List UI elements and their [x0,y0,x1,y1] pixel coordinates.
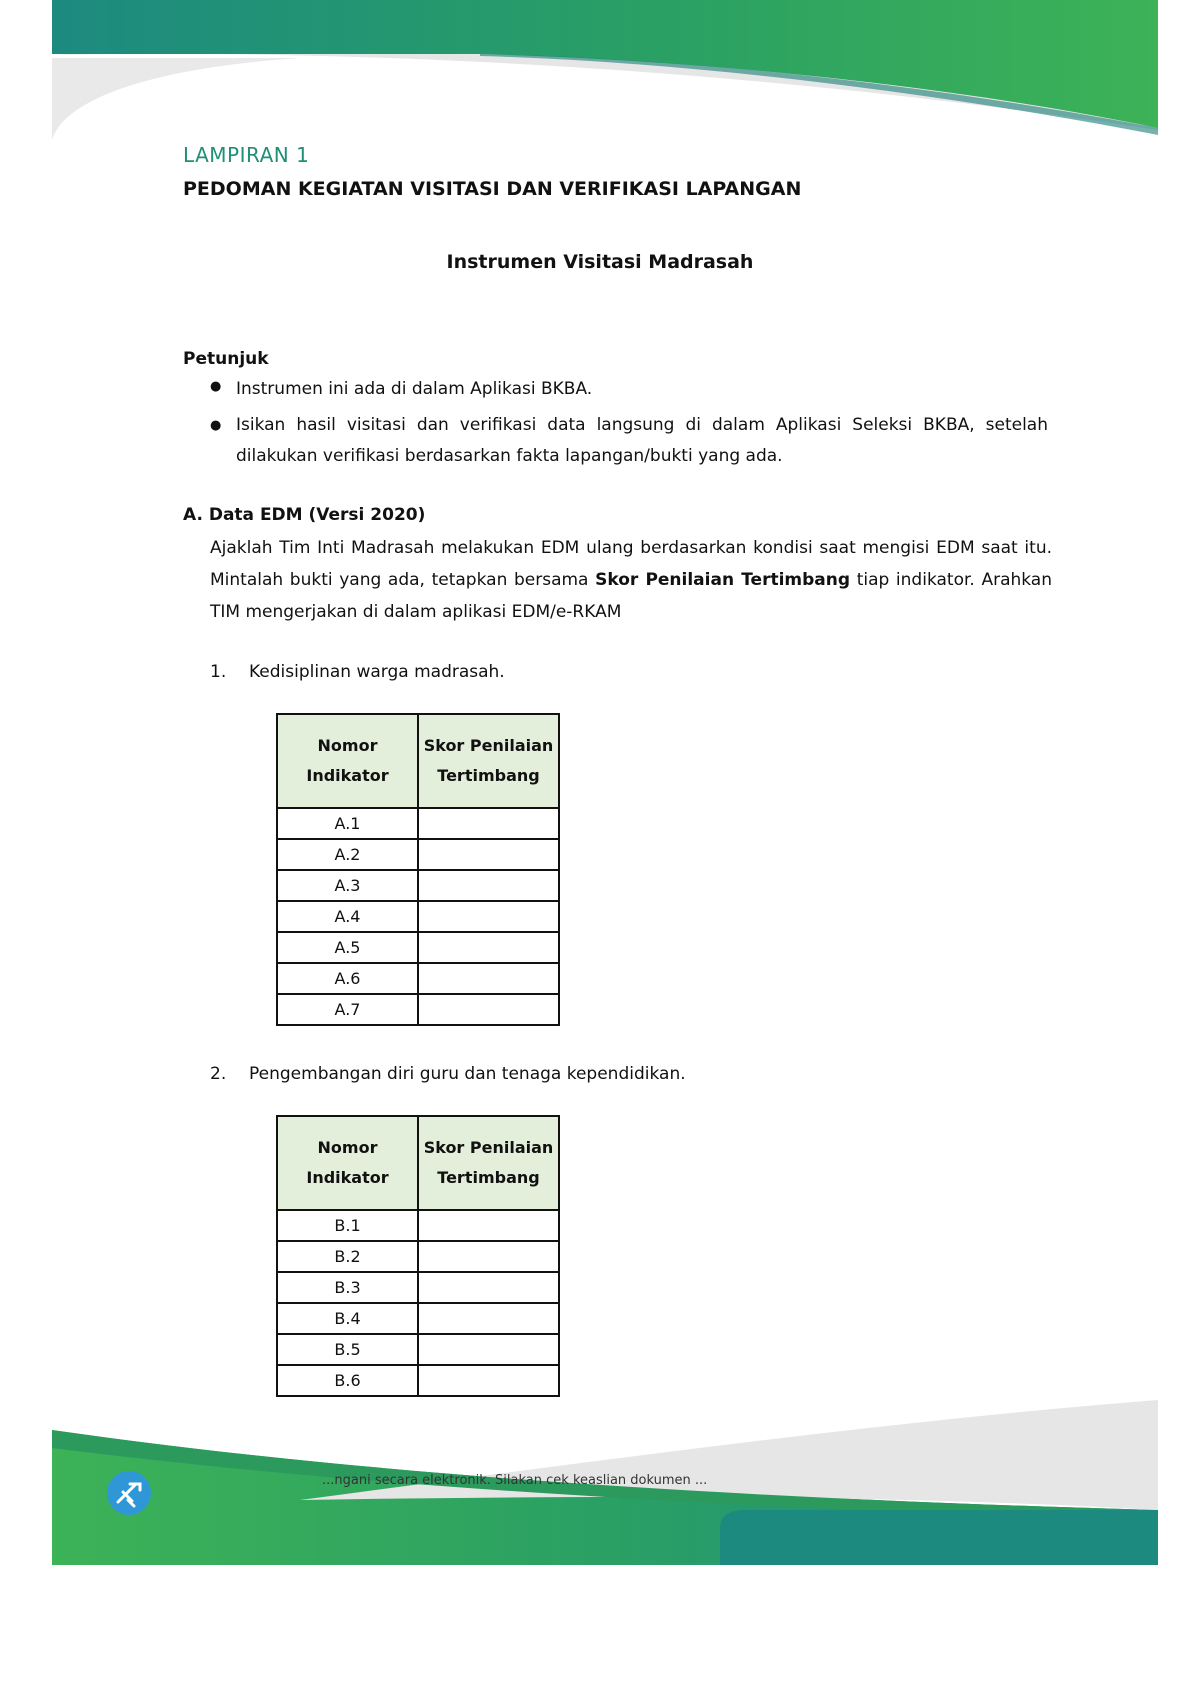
score-cell[interactable] [418,839,559,870]
score-cell[interactable] [418,1210,559,1241]
score-table [276,713,560,1026]
table-header-row [277,714,559,808]
table-row [277,1365,559,1396]
score-cell[interactable] [418,1272,559,1303]
instruction-text: ● Instrumen ini ada di dalam Aplikasi BKBA. [236,379,593,399]
table-row [277,963,559,994]
header-wave-decoration [0,0,1200,150]
table-row [277,1303,559,1334]
score-cell[interactable] [418,808,559,839]
table-row [277,1272,559,1303]
column-header: Nomor Indikator [277,1116,418,1210]
paragraph-bold-text: Skor Penilaian Tertimbang [595,570,851,590]
indicator-cell: A.5 [277,932,418,963]
indicator-cell: A.7 [277,994,418,1025]
instructions-heading: Petunjuk [183,349,269,369]
score-table [276,1115,560,1397]
table-row [277,901,559,932]
score-cell[interactable] [418,1303,559,1334]
indicator-cell: B.2 [277,1241,418,1272]
section-heading: A. Data EDM (Versi 2020) [183,505,426,525]
indicator-cell: B.6 [277,1365,418,1396]
score-cell[interactable] [418,994,559,1025]
score-cell[interactable] [418,932,559,963]
table-row [277,994,559,1025]
indicator-cell: A.3 [277,870,418,901]
indicator-cell: A.2 [277,839,418,870]
instruction-text: ● Isikan hasil visitasi dan verifikasi data langsung di dalam Aplikasi Seleksi BKBA, setelah dilakukan verifikasi berdasarkan fakta lapangan/bukti yang ada. [236,415,1048,466]
section-paragraph [210,532,1052,628]
indicator-cell: B.3 [277,1272,418,1303]
paragraph-text: tiap indikator. Arahkan TIM mengerjakan di dalam aplikasi EDM/e-RKAM [210,570,1052,622]
score-cell[interactable] [418,1334,559,1365]
score-cell[interactable] [418,901,559,932]
instruction-item [210,410,1048,472]
item-title: Kedisiplinan warga madrasah. [249,662,505,682]
table-row [277,870,559,901]
table-row [277,808,559,839]
signature-logo-icon [106,1470,152,1516]
indicator-cell: B.4 [277,1303,418,1334]
attachment-label: LAMPIRAN 1 [183,143,310,167]
indicator-cell: B.1 [277,1210,418,1241]
score-cell[interactable] [418,963,559,994]
column-header: Skor Penilaian Tertimbang [418,714,559,808]
score-cell[interactable] [418,870,559,901]
footer-notice: ...ngani secara elektronik. Silakan cek keaslian dokumen ... [322,1473,708,1488]
table-row [277,1210,559,1241]
item-number: 1. [210,662,227,682]
item-number: 2. [210,1064,227,1084]
column-header: Nomor Indikator [277,714,418,808]
score-cell[interactable] [418,1241,559,1272]
indicator-cell: A.4 [277,901,418,932]
table-row [277,1241,559,1272]
indicator-cell: B.5 [277,1334,418,1365]
table-header-row [277,1116,559,1210]
table-row [277,1334,559,1365]
document-heading: PEDOMAN KEGIATAN VISITASI DAN VERIFIKASI LAPANGAN [183,178,802,200]
indicator-cell: A.1 [277,808,418,839]
document-title: Instrumen Visitasi Madrasah [446,251,754,273]
table-row [277,932,559,963]
column-header: Skor Penilaian Tertimbang [418,1116,559,1210]
score-cell[interactable] [418,1365,559,1396]
paragraph-text: Ajaklah Tim Inti Madrasah melakukan EDM ulang berdasarkan kondisi saat mengisi EDM saat itu. Mintalah bukti yang ada, tetapkan bersama [210,538,1052,590]
indicator-cell: A.6 [277,963,418,994]
item-title: Pengembangan diri guru dan tenaga kependidikan. [249,1064,686,1084]
instruction-item [210,379,592,399]
table-row [277,839,559,870]
